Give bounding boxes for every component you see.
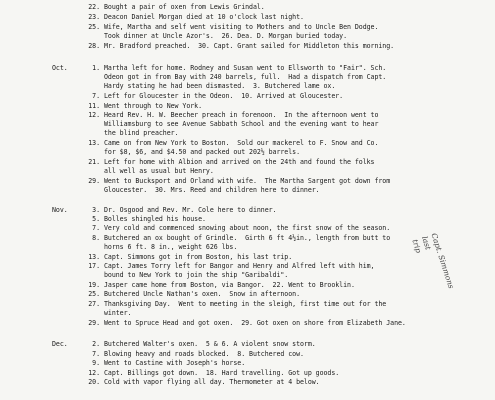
entry-text: Odeon got in from Bay with 240 barrels, full. Had a dispatch from Capt.	[104, 73, 387, 81]
entry-text: the blind preacher.	[104, 129, 179, 137]
day-number: 25.	[88, 23, 100, 31]
entry-text: Hardy stating he had been dismasted. 3. Butchered lame ox.	[104, 82, 336, 90]
entry-text: Deacon Daniel Morgan died at 10 o'clock last night.	[104, 13, 304, 21]
day-number: 7.	[92, 350, 100, 358]
entry-text: Wife, Martha and self went visiting to Mothers and to Uncle Ben Dodge.	[104, 23, 379, 31]
day-number: 27.	[88, 300, 100, 308]
entry-text: Williamsburg to see Avenue Sabbath School and the evening want to hear	[104, 120, 379, 128]
day-number: 12.	[88, 369, 100, 377]
day-number: 19.	[88, 281, 100, 289]
day-number: 9.	[92, 359, 100, 367]
day-number: 21.	[88, 158, 100, 166]
entry-text: Cold with vapor flying all day. Thermometer at 4 below.	[104, 378, 320, 386]
entry-text: Butchered Walter's oxen. 5 & 6. A violent snow storm.	[104, 340, 316, 348]
entry-text: Went to Bucksport and Orland with wife. The Martha Sargent got down from	[104, 177, 391, 185]
day-number: 13.	[88, 139, 100, 147]
day-number: 25.	[88, 290, 100, 298]
month-label: Nov.	[52, 206, 68, 214]
entry-text: all well as usual but Henry.	[104, 167, 214, 175]
day-number: 7.	[92, 92, 100, 100]
entry-text: Capt. Billings got down. 18. Hard travelling. Got up goods.	[104, 369, 340, 377]
entry-text: Came on from New York to Boston. Sold our mackerel to F. Snow and Co.	[104, 139, 379, 147]
entry-text: Went through to New York.	[104, 102, 202, 110]
entry-text: Went to Castine with Joseph's horse.	[104, 359, 246, 367]
entry-text: for $8, $6, and $4.50 and packed out 202½ barrels.	[104, 148, 300, 156]
entry-text: Capt. James Torry left for Bangor and Henry and Alfred left with him,	[104, 262, 375, 270]
day-number: 3.	[92, 206, 100, 214]
day-number: 11.	[88, 102, 100, 110]
day-number: 22.	[88, 3, 100, 11]
entry-text: Butchered Uncle Nathan's oxen. Snow in afternoon.	[104, 290, 300, 298]
entry-text: bound to New York to join the ship "Garibaldi".	[104, 271, 289, 279]
margin-note-line: last	[419, 235, 433, 251]
entry-text: Mr. Bradford preached. 30. Capt. Grant sailed for Middleton this morning.	[104, 42, 395, 50]
entry-text: winter.	[104, 309, 132, 317]
entry-text: Very cold and commenced snowing about noon, the first snow of the season.	[104, 224, 391, 232]
entry-text: Left for Gloucester in the Odeon. 10. Arrived at Gloucester.	[104, 92, 344, 100]
entry-text: Bought a pair of oxen from Lewis Grindal.	[104, 3, 265, 11]
entry-text: Jasper came home from Boston, via Bangor. 22. Went to Brooklin.	[104, 281, 355, 289]
day-number: 23.	[88, 13, 100, 21]
margin-note-line: Capt. Simmons	[429, 232, 456, 290]
day-number: 13.	[88, 253, 100, 261]
entry-text: Dr. Osgood and Rev. Mr. Cole here to dinner.	[104, 206, 277, 214]
day-number: 20.	[88, 378, 100, 386]
day-number: 8.	[92, 234, 100, 242]
entry-text: Heard Rev. H. W. Beecher preach in forenoon. In the afternoon went to	[104, 111, 379, 119]
day-number: 1.	[92, 64, 100, 72]
entry-text: Thanksgiving Day. Went to meeting in the sleigh, first time out for the	[104, 300, 387, 308]
entry-text: horns 6 ft. 8 in., weight 626 lbs.	[104, 243, 238, 251]
entry-text: Took dinner at Uncle Azor's. 26. Dea. D. Morgan buried today.	[104, 32, 348, 40]
entry-text: Gloucester. 30. Mrs. Reed and children here to dinner.	[104, 186, 320, 194]
margin-note-line: trip	[410, 238, 424, 255]
month-label: Dec.	[52, 340, 68, 348]
day-number: 2.	[92, 340, 100, 348]
day-number: 29.	[88, 177, 100, 185]
entry-text: Capt. Simmons got in from Boston, his last trip.	[104, 253, 293, 261]
entry-text: Left for home with Albion and arrived on the 24th and found the folks	[104, 158, 375, 166]
day-number: 17.	[88, 262, 100, 270]
month-label: Oct.	[52, 64, 68, 72]
entry-text: Went to Spruce Head and got oxen. 29. Got oxen on shore from Elizabeth Jane.	[104, 319, 406, 327]
day-number: 12.	[88, 111, 100, 119]
entry-text: Martha left for home. Rodney and Susan went to Ellsworth to "Fair". Sch.	[104, 64, 387, 72]
entry-text: Butchered an ox bought of Grindle. Girth 6 ft 4½in., length from butt to	[104, 234, 391, 242]
entry-text: Blowing heavy and roads blocked. 8. Butchered cow.	[104, 350, 304, 358]
day-number: 7.	[92, 224, 100, 232]
day-number: 5.	[92, 215, 100, 223]
entry-text: Bolles shingled his house.	[104, 215, 206, 223]
day-number: 29.	[88, 319, 100, 327]
day-number: 28.	[88, 42, 100, 50]
